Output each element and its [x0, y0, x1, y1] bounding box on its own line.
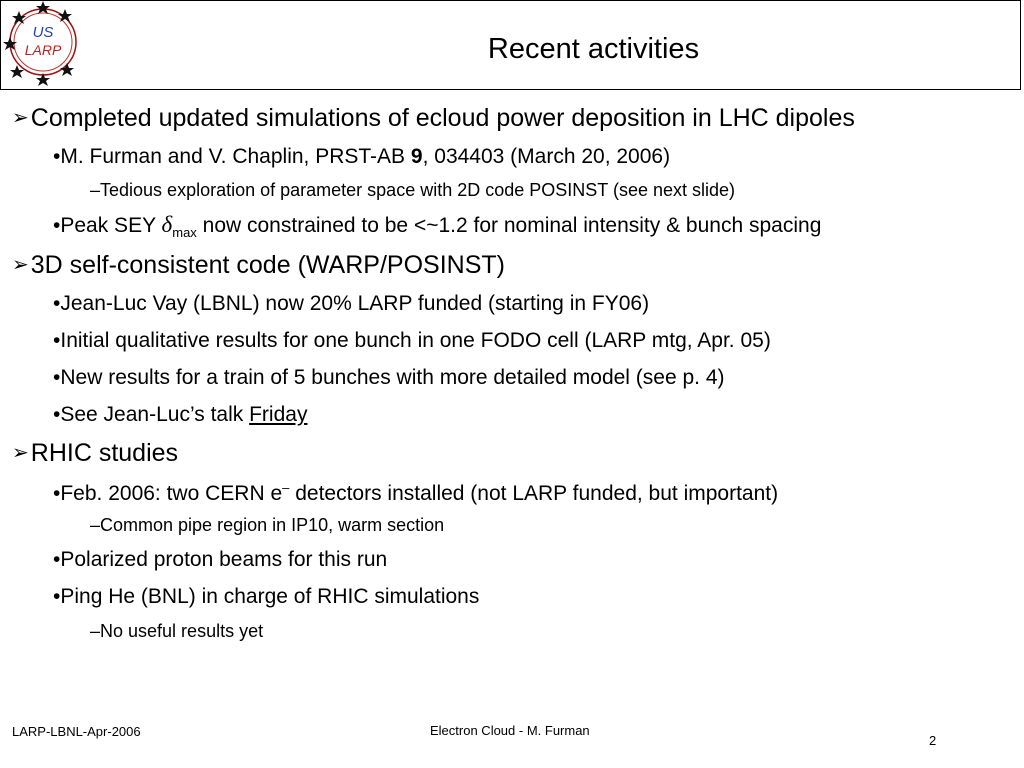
logo-text-us: US	[32, 24, 54, 41]
subscript-max: max	[172, 225, 197, 240]
logo-text-larp: LARP	[24, 42, 62, 58]
dash-bullet-icon: –	[90, 515, 101, 535]
volume-number: 9	[410, 145, 423, 168]
dash-bullet-icon: –	[90, 180, 101, 200]
bullet-item	[90, 515, 444, 536]
us-larp-logo	[1, 1, 87, 89]
bullet-item	[53, 548, 387, 572]
bullet-item	[12, 251, 505, 280]
bullet-item	[90, 621, 263, 642]
page-number: 2	[929, 733, 937, 748]
dash-bullet-icon: –	[90, 621, 101, 641]
dot-bullet-icon: •	[53, 403, 61, 426]
dot-bullet-icon: •	[53, 292, 61, 315]
bullet-item	[53, 329, 771, 353]
bullet-text: See Jean-Luc’s talk	[60, 403, 250, 426]
dot-bullet-icon: •	[53, 548, 61, 571]
friday-link[interactable]: Friday	[249, 403, 308, 426]
dot-bullet-icon: •	[53, 585, 61, 608]
dot-bullet-icon: •	[53, 329, 61, 352]
footer-author: Electron Cloud - M. Furman	[430, 723, 590, 738]
bullet-item	[12, 439, 178, 468]
bullet-text: Tedious exploration of parameter space with 2D code POSINST (see next slide)	[100, 180, 735, 200]
bullet-item	[53, 366, 725, 390]
footer-date: LARP-LBNL-Apr-2006	[12, 724, 141, 739]
bullet-item	[53, 403, 307, 427]
bullet-text: No useful results yet	[100, 621, 264, 641]
bullet-text: now constrained to be <~1.2 for nominal intensity & bunch spacing	[196, 214, 822, 237]
bullet-text: Common pipe region in IP10, warm section	[100, 515, 445, 535]
delta-symbol: δ	[161, 212, 173, 237]
bullet-text: Peak SEY	[60, 214, 162, 237]
arrow-bullet-icon: ➢	[12, 252, 29, 276]
bullet-text: Feb. 2006: two CERN e	[60, 482, 283, 505]
bullet-text: Polarized proton beams for this run	[60, 548, 388, 571]
bullet-item	[53, 585, 479, 609]
arrow-bullet-icon: ➢	[12, 105, 29, 129]
bullet-text: Initial qualitative results for one bunch in one FODO cell (LARP mtg, Apr. 05)	[60, 329, 771, 352]
bullet-text: Completed updated simulations of ecloud power deposition in LHC dipoles	[30, 104, 855, 132]
page-title: Recent activities	[487, 33, 700, 65]
bullet-item	[53, 145, 670, 169]
bullet-item	[12, 104, 855, 133]
bullet-text: Jean-Luc Vay (LBNL) now 20% LARP funded (starting in FY06)	[60, 292, 650, 315]
bullet-text: detectors installed (not LARP funded, but important)	[289, 482, 779, 505]
bullet-text: , 034403 (March 20, 2006)	[422, 145, 671, 168]
superscript-minus: –	[282, 480, 290, 495]
dot-bullet-icon: •	[53, 482, 61, 505]
bullet-text: 3D self-consistent code (WARP/POSINST)	[30, 251, 505, 279]
bullet-item	[90, 180, 735, 201]
bullet-text: New results for a train of 5 bunches with more detailed model (see p. 4)	[60, 366, 725, 389]
bullet-text: M. Furman and V. Chaplin, PRST-AB	[60, 145, 411, 168]
bullet-item	[53, 212, 821, 240]
bullet-text: Ping He (BNL) in charge of RHIC simulations	[60, 585, 480, 608]
title-box	[0, 0, 1021, 90]
dot-bullet-icon: •	[53, 214, 61, 237]
arrow-bullet-icon: ➢	[12, 440, 29, 464]
bullet-item	[53, 480, 778, 506]
dot-bullet-icon: •	[53, 145, 61, 168]
bullet-text: RHIC studies	[30, 439, 179, 467]
bullet-item	[53, 292, 649, 316]
dot-bullet-icon: •	[53, 366, 61, 389]
